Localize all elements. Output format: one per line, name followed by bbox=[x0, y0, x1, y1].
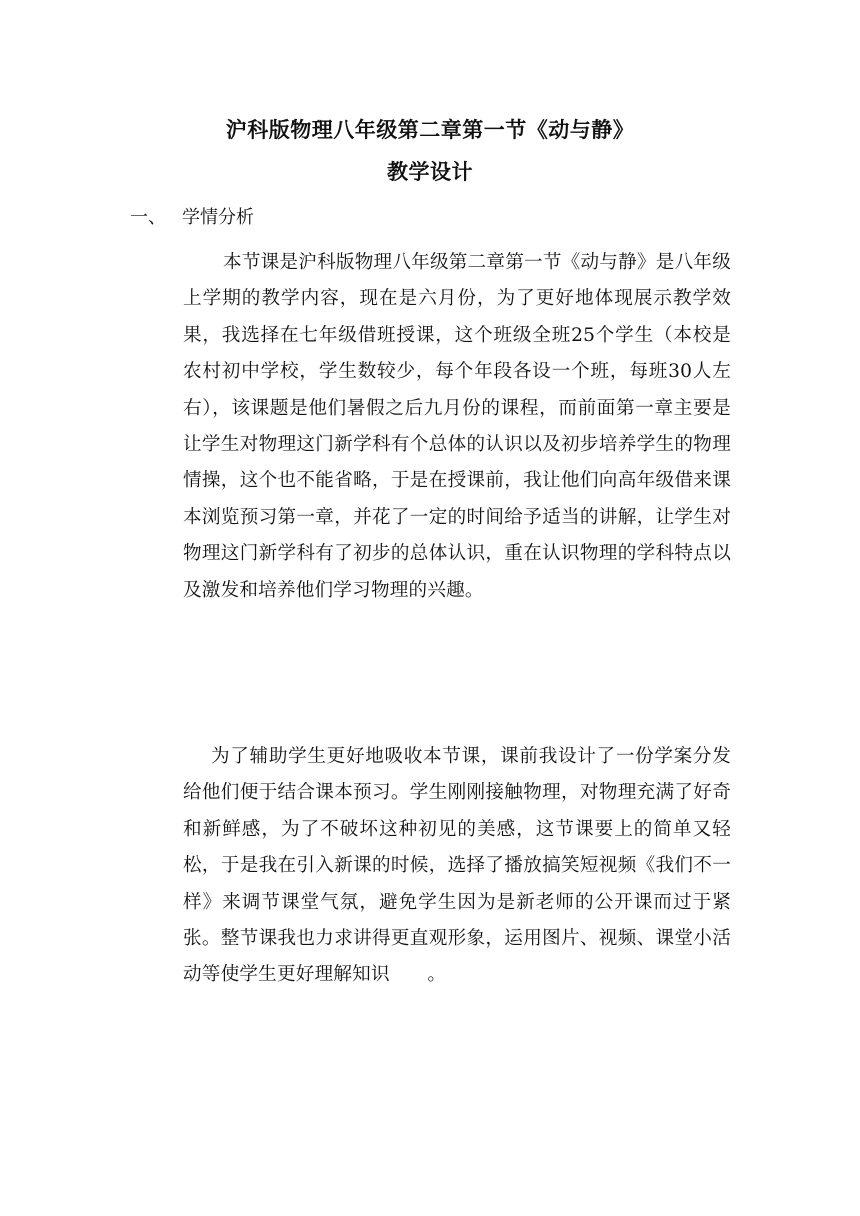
paragraph-lesson-approach: 为了辅助学生更好地吸收本节课，课前我设计了一份学案分发给他们便于结合课本预习。学生刚刚接触物理，对物理充满了好奇和新鲜感，为了不破坏这种初见的美感，这节课要上的简单又轻松，于是我在引入新课的时候，选择了播放搞笑短视频《我们不一样》来调节课堂气氛，避免学生因为是新老师的公开课而过于紧张。整节课我也力求讲得更直观形象，运用图片、视频、课堂小活动等使学生更好理解知识 。 bbox=[183, 746, 731, 986]
paragraph-learner-analysis: 本节课是沪科版物理八年级第二章第一节《动与静》是八年级上学期的教学内容，现在是六月份，为了更好地体现展示教学效果，我选择在七年级借班授课，这个班级全班25个学生（本校是农村初中学校，学生数较少，每个年段各设一个班，每班30人左右），该课题是他们暑假之后九月份的课程，而前面第一章主要是让学生对物理这门新学科有个总体的认识以及初步培养学生的物理情操，这个也不能省略，于是在授课前，我让他们向高年级借来课本浏览预习第一章，并花了一定的时间给予适当的讲解，让学生对物理这门新学科有了初步的总体认识，重在认识物理的学科特点以及激发和培养他们学习物理的兴趣。 bbox=[183, 252, 731, 601]
section-title: 学情分析 bbox=[182, 207, 254, 228]
document-subtitle: 教学设计 bbox=[387, 160, 473, 184]
document-title: 沪科版物理八年级第二章第一节《动与静》 bbox=[225, 118, 635, 142]
section-heading bbox=[130, 204, 254, 232]
section-number: 一、 bbox=[130, 207, 166, 228]
